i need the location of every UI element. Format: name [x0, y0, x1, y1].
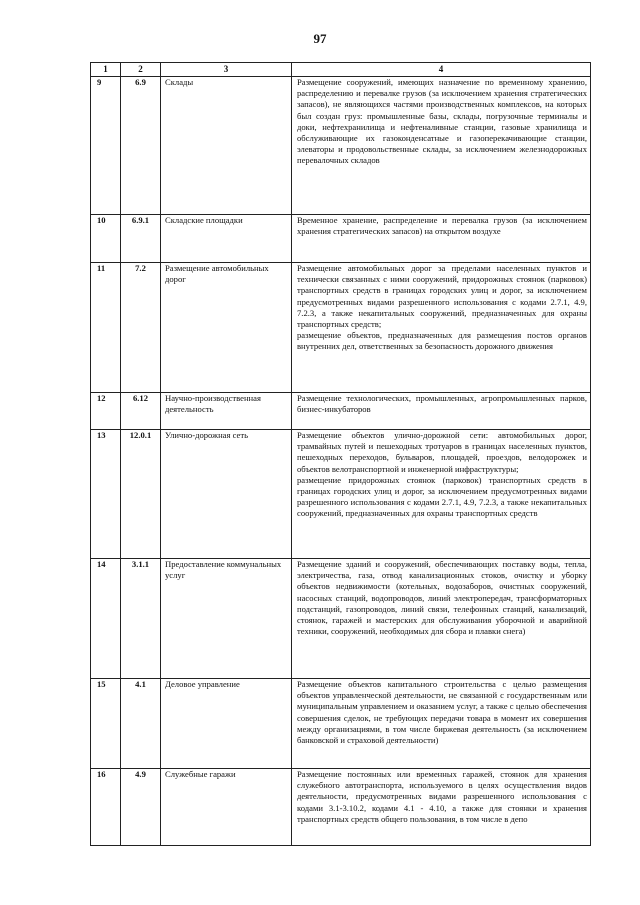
table-row: [91, 430, 591, 559]
table-row: [91, 393, 591, 430]
row-description: Размещение технологических, промышленных, агропромышленных парков, бизнес-инкубаторов: [292, 393, 591, 430]
table-row: [91, 769, 591, 846]
table-row: [91, 679, 591, 769]
header-col-2: 2: [121, 63, 161, 77]
description-part-2: размещение объектов, предназначенных для размещения постов органов внутренних дел, ответственных за безопасность дорожного движения: [297, 330, 587, 352]
table-header-row: [91, 63, 591, 77]
row-name: Склады: [161, 77, 292, 215]
row-description: Размещение сооружений, имеющих назначение по временному хранению, распределению и перевалке грузов (за исключением хранения стратегических запасов), не являющихся частями производственных комплексов, на которых был создан груз: промышленные базы, склады, погрузочные терминалы и доки, нефтехранилища и нефтеналивные станции, газовые хранилища и обслуживающие их газоконденсатные и газоперекачивающие станции, элеваторы и продовольственные склады, за исключением железнодорожных перевалочных складов: [292, 77, 591, 215]
row-number: 9: [91, 77, 121, 215]
row-description: [292, 263, 591, 393]
row-description: [292, 430, 591, 559]
description-part-1: Размещение автомобильных дорог за пределами населенных пунктов и технически связанных с ними сооружений, придорожных стоянок (парковок) транспортных средств в границах городских улиц и дорог, за исключением предусмотренных видами разрешенного использования с кодами 2.7.1, 4.9, 7.2.3, а также некапитальных сооружений, предназначенных для охраны транспортных средств;: [297, 263, 587, 330]
page-number: 97: [313, 31, 327, 46]
row-name: Складские площадки: [161, 215, 292, 263]
land-use-table: [90, 62, 591, 846]
header-col-3: 3: [161, 63, 292, 77]
table-row: [91, 559, 591, 679]
row-name: Служебные гаражи: [161, 769, 292, 846]
row-number: 12: [91, 393, 121, 430]
row-code: 6.9: [121, 77, 161, 215]
description-part-1: Размещение объектов улично-дорожной сети: автомобильных дорог, трамвайных путей и пешеходных тротуаров в границах населенных пунктов, пешеходных переходов, бульваров, площадей, проездов, велодорожек и объектов велотранспортной и инженерной инфраструктуры;: [297, 430, 587, 474]
row-description: Временное хранение, распределение и перевалка грузов (за исключением хранения стратегических запасов) на открытом воздухе: [292, 215, 591, 263]
row-number: 10: [91, 215, 121, 263]
row-name: Размещение автомобильных дорог: [161, 263, 292, 393]
table-row: [91, 263, 591, 393]
row-name: Улично-дорожная сеть: [161, 430, 292, 559]
row-description: Размещение постоянных или временных гаражей, стоянок для хранения служебного автотранспорта, используемого в целях осуществления видов деятельности, предусмотренных видами разрешенного использования с кодами 3.1-3.10.2, кодами 4.1 - 4.10, а также для стоянки и хранения транспортных средств общего пользования, в том числе в депо: [292, 769, 591, 846]
table-row: [91, 77, 591, 215]
row-code: 12.0.1: [121, 430, 161, 559]
header-col-1: 1: [91, 63, 121, 77]
row-code: 4.1: [121, 679, 161, 769]
row-description: Размещение зданий и сооружений, обеспечивающих поставку воды, тепла, электричества, газа, отвод канализационных стоков, очистку и уборку объектов недвижимости (котельных, водозаборов, очистных сооружений, насосных станций, водопроводов, линий электропередач, трансформаторных подстанций, газопроводов, линий связи, телефонных станций, канализаций, стоянок, гаражей и мастерских для обслуживания уборочной и аварийной техники, сооружений, необходимых для сбора и плавки снега): [292, 559, 591, 679]
row-code: 3.1.1: [121, 559, 161, 679]
row-code: 4.9: [121, 769, 161, 846]
row-number: 15: [91, 679, 121, 769]
row-number: 16: [91, 769, 121, 846]
row-name: Предоставление коммунальных услуг: [161, 559, 292, 679]
row-code: 6.9.1: [121, 215, 161, 263]
description-part-2: размещение придорожных стоянок (парковок) транспортных средств в границах городских улиц и дорог, за исключением предусмотренных видами разрешенного использования с кодами 2.7.1, 4.9, 7.2.3, а также некапитальных сооружений, предназначенных для охраны транспортных средств: [297, 474, 587, 519]
row-number: 14: [91, 559, 121, 679]
table-row: [91, 215, 591, 263]
row-number: 13: [91, 430, 121, 559]
row-code: 6.12: [121, 393, 161, 430]
header-col-4: 4: [292, 63, 591, 77]
row-description: Размещение объектов капитального строительства с целью размещения объектов управленческой деятельности, не связанной с государственным или муниципальным управлением и оказанием услуг, а также с целью обеспечения совершения сделок, не требующих передачи товара в момент их совершения между организациями, в том числе биржевая деятельность (за исключением банковской и страховой деятельности): [292, 679, 591, 769]
row-name: Деловое управление: [161, 679, 292, 769]
row-name: Научно-производственная деятельность: [161, 393, 292, 430]
row-code: 7.2: [121, 263, 161, 393]
row-number: 11: [91, 263, 121, 393]
